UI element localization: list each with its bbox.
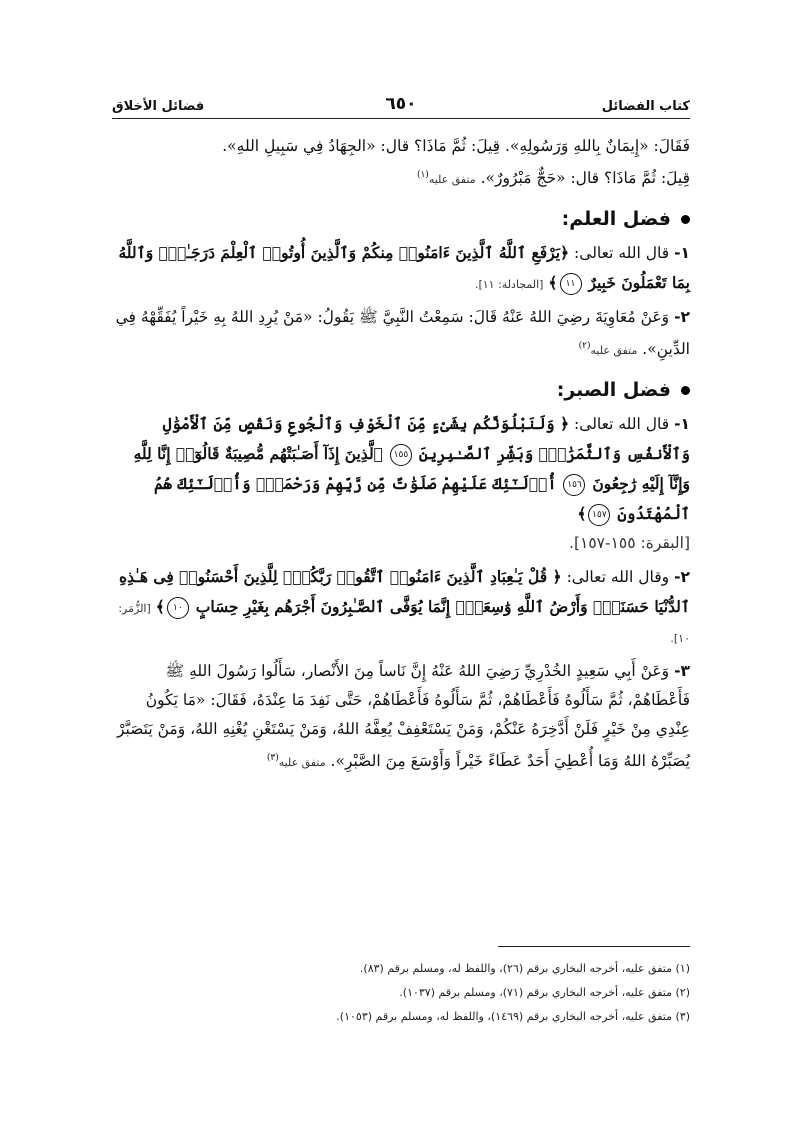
ayah-number-icon: ١٠ [167, 597, 189, 619]
verse-reference: [الزُّمَر: ١٠]. [118, 602, 690, 646]
item-number: ٢- [674, 568, 690, 587]
book-title: كتاب الفضائل [601, 99, 690, 114]
ayah-number-icon: ١١ [560, 273, 582, 295]
footnote-separator [498, 946, 690, 947]
item-intro: قال الله تعالى: [574, 415, 670, 434]
footnote-2: (٢) متفق عليه، أخرجه البخاري برقم (٧١)، ومسلم برقم (١٠٣٧). [399, 986, 690, 999]
intro-source: متفق عليه [428, 173, 476, 187]
item-number: ٢- [674, 308, 690, 327]
footnotes [112, 960, 690, 1032]
page-number: ٦٥٠ [385, 94, 417, 114]
footnote-marker-3: (٣) [266, 753, 279, 764]
item-number: ١- [674, 244, 690, 263]
chapter-title: فضائل الأخلاق [112, 99, 205, 114]
sabr-item-2 [112, 562, 690, 653]
section-heading-sabr [112, 379, 690, 401]
section-title-sabr: فضل الصبر: [556, 379, 671, 402]
page-header [112, 84, 690, 119]
item-intro: قال الله تعالى: [574, 244, 670, 263]
quran-verse-156: ٱلَّذِينَ إِذَآ أَصَـٰبَتْهُم مُّصِيبَةٌ قَالُوٓا۟ إِنَّا لِلَّهِ وَإِنَّآ إِلَيْهِ رَٰجِعُونَ [133, 444, 690, 494]
footnote-3: (٣) متفق عليه، أخرجه البخاري برقم (١٤٦٩)، واللفظ له، ومسلم برقم (١٠٥٣). [336, 1010, 690, 1023]
verse-close: ﴾ [155, 597, 165, 617]
sabr-item-3 [112, 657, 690, 777]
bullet-icon [681, 215, 690, 224]
bullet-icon [681, 386, 690, 395]
item-intro: وقال الله تعالى: [566, 568, 670, 587]
verse-close: ﴾ [548, 273, 558, 293]
hadith-source: متفق عليه [278, 756, 326, 770]
footnote-1: (١) متفق عليه، أخرجه البخاري برقم (٢٦)، واللفظ له، ومسلم برقم (٨٣). [359, 962, 690, 975]
intro-line-2 [112, 161, 690, 194]
ayah-number-icon: ١٥٦ [563, 474, 585, 496]
ilm-item-2 [112, 303, 690, 365]
intro-line-1: فَقَالَ: «إِيمَانٌ بِاللهِ وَرَسُولِهِ». قِيلَ: ثُمَّ مَاذَا؟ قال: «الجِهَادُ فِي سَبِيلِ اللهِ». [222, 137, 690, 155]
hadith-source: متفق عليه [590, 344, 638, 358]
quran-verse-157: أُو۟لَـٰٓئِكَ عَلَيْهِمْ صَلَوَٰتٌ مِّن رَّبِّهِمْ وَرَحْمَةٌۖ وَأُو۟لَـٰٓئِكَ هُمُ ٱلْمُهْتَدُونَ [153, 474, 690, 524]
footnote-marker-1: (١) [416, 170, 429, 180]
intro-line-2-text: قِيلَ: ثُمَّ مَاذَا؟ قال: «حَجٌّ مَبْرُورٌ». [480, 169, 690, 188]
item-number: ١- [674, 415, 690, 434]
quran-verse: ﴿يَرْفَعِ ٱللَّهُ ٱلَّذِينَ ءَامَنُوا۟ مِنكُمْ وَٱلَّذِينَ أُوتُوا۟ ٱلْعِلْمَ دَرَجَـٰتٍۚ وَٱللَّهُ بِمَا تَعْمَلُونَ خَبِيرٌ [118, 243, 690, 293]
verse-reference: [البقرة: ١٥٥-١٥٧]. [569, 534, 690, 553]
footnote-marker-2: (٢) [578, 341, 591, 352]
sabr-item-1 [112, 409, 690, 558]
section-heading-ilm [112, 208, 690, 230]
page-body [112, 132, 690, 777]
quran-verse-155: ﴿ وَلَنَبْلُوَنَّكُم بِشَىْءٍ مِّنَ ٱلْخَوْفِ وَٱلْجُوعِ وَنَقْصٍ مِّنَ ٱلْأَمْوَٰلِ وَٱلْأَنفُسِ وَٱلثَّمَرَٰتِۗ وَبَشِّرِ ٱلصَّـٰبِرِينَ [162, 414, 690, 464]
verse-close: ﴾ [577, 504, 587, 524]
hadith-text: وَعَنْ مُعَاوِيَةَ رضِيَ اللهُ عَنْهُ قَالَ: سَمِعْتُ النَّبِيَّ ﷺ يَقُولُ: «مَنْ يُرِدِ اللهُ بِهِ خَيْراً يُفَقِّهْهُ فِي الدِّينِ». [115, 308, 690, 359]
ilm-item-1 [112, 238, 690, 299]
verse-reference: [المجادلة: ١١]. [474, 278, 544, 292]
quran-verse: ﴿ قُلْ يَـٰعِبَادِ ٱلَّذِينَ ءَامَنُوا۟ ٱتَّقُوا۟ رَبَّكُمْۚ لِلَّذِينَ أَحْسَنُوا۟ فِى هَـٰذِهِ ٱلدُّنْيَا حَسَنَةٌۗ وَأَرْضُ ٱللَّهِ وَٰسِعَةٌۗ إِنَّمَا يُوَفَّى ٱلصَّـٰبِرُونَ أَجْرَهُم بِغَيْرِ حِسَابٍ [119, 567, 690, 617]
ayah-number-icon: ١٥٥ [390, 444, 412, 466]
item-number: ٣- [674, 662, 690, 681]
section-title-ilm: فضل العلم: [561, 208, 671, 231]
hadith-text: وَعَنْ أَبِي سَعِيدٍ الخُدْرِيِّ رَضِيَ اللهُ عَنْهُ إِنَّ نَاساً مِنَ الأَنْصار، سَأَلُوا رَسُولَ اللهِ ﷺ فَأَعْطَاهُمْ، ثُمَّ سَأَلُوهُ فَأَعْطَاهُمْ، ثُمَّ سَأَلُوهُ فَأَعْطَاهُمْ، حَتَّى نَفِدَ مَا عِنْدَهُ، فَقَالَ: «مَا يَكُونُ عِنْدِي مِنْ خَيْرٍ فَلَنْ أَدَّخِرَهُ عَنْكُمْ، وَمَنْ يَسْتَعْفِفْ يُعِفَّهُ اللهُ، وَمَنْ يَسْتَغْنِ يُغْنِهِ اللهُ، وَمَنْ يَتَصَبَّرْ يُصَبِّرْهُ اللهُ وَمَا أُعْطِيَ أَحَدٌ عَطَاءً خَيْراً وَأَوْسَعَ مِنَ الصَّبْرِ». [117, 662, 690, 771]
ayah-number-icon: ١٥٧ [588, 504, 610, 526]
